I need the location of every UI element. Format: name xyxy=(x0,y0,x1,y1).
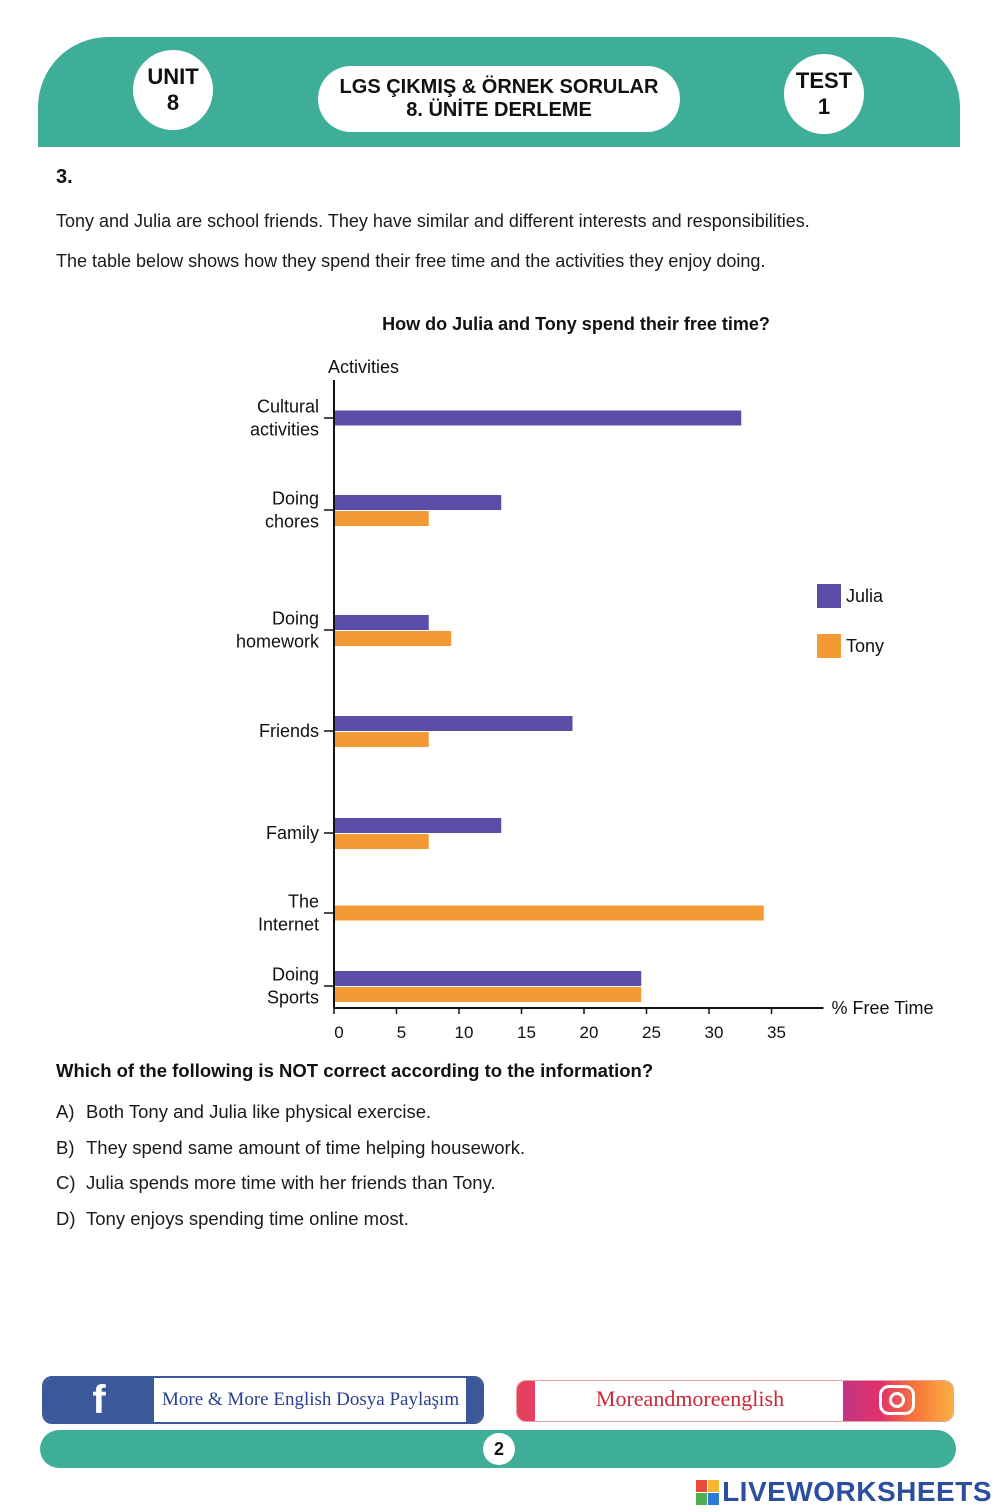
bar-chart xyxy=(0,300,1000,1045)
bar-julia xyxy=(335,411,741,426)
legend-swatch-julia xyxy=(817,584,841,608)
option-a[interactable] xyxy=(56,1101,431,1123)
test-badge xyxy=(784,54,864,134)
instagram-banner[interactable] xyxy=(516,1380,954,1422)
option-letter: D) xyxy=(56,1208,76,1229)
x-tick-label: 0 xyxy=(334,1023,344,1042)
y-axis-label: Activities xyxy=(328,357,400,377)
category-label: Doing xyxy=(271,964,319,985)
bar-julia xyxy=(335,971,641,986)
x-tick-label: 5 xyxy=(396,1023,407,1042)
x-tick-label: 20 xyxy=(579,1023,599,1042)
option-text: Tony enjoys spending time online most. xyxy=(86,1208,409,1229)
unit-label: UNIT xyxy=(147,64,199,89)
test-label: TEST xyxy=(795,68,853,93)
category-label: activities xyxy=(249,419,319,440)
bar-tony xyxy=(335,511,429,526)
liveworksheets-text: LIVEWORKSHEETS xyxy=(722,1476,992,1507)
option-b[interactable] xyxy=(56,1137,525,1159)
x-tick-label: 35 xyxy=(767,1023,786,1042)
option-text: Both Tony and Julia like physical exercise. xyxy=(86,1101,432,1122)
unit-number: 8 xyxy=(166,90,180,115)
bar-julia xyxy=(335,495,501,510)
facebook-banner[interactable] xyxy=(42,1376,484,1424)
title-line1: LGS ÇIKMIŞ & ÖRNEK SORULAR xyxy=(339,76,659,98)
intro-text-2: The table below shows how they spend their free time and the activities they enjoy doing. xyxy=(56,251,766,271)
option-text: Julia spends more time with her friends than Tony. xyxy=(86,1172,496,1193)
option-c[interactable] xyxy=(56,1172,496,1194)
facebook-icon: f xyxy=(44,1378,154,1422)
title-line2: 8. ÜNİTE DERLEME xyxy=(406,99,592,121)
question-prompt: Which of the following is NOT correct according to the information? xyxy=(56,1060,654,1081)
category-label: Friends xyxy=(258,721,319,741)
category-label: The xyxy=(287,891,319,912)
category-label: Doing xyxy=(271,488,319,509)
bar-tony xyxy=(335,906,764,921)
bar-julia xyxy=(335,615,429,630)
bar-tony xyxy=(335,834,429,849)
category-label: Family xyxy=(266,823,319,843)
category-label: Doing xyxy=(271,608,319,629)
option-d[interactable] xyxy=(56,1208,409,1230)
page-number: 2 xyxy=(483,1433,515,1465)
option-letter: C) xyxy=(56,1172,76,1193)
unit-badge xyxy=(133,50,213,130)
bar-julia xyxy=(335,818,501,833)
bar-tony xyxy=(335,631,451,646)
camera-lens-icon xyxy=(889,1392,905,1408)
facebook-banner-edge xyxy=(466,1378,482,1422)
option-letter: B) xyxy=(56,1137,75,1158)
question-number: 3. xyxy=(56,166,73,188)
legend-swatch-tony xyxy=(817,634,841,658)
liveworksheets-watermark xyxy=(696,1476,992,1508)
legend-label-tony: Tony xyxy=(846,636,885,656)
x-tick-label: 15 xyxy=(517,1023,536,1042)
category-label: Internet xyxy=(257,914,319,935)
facebook-text: More & More English Dosya Paylaşım xyxy=(162,1389,460,1410)
option-letter: A) xyxy=(56,1101,75,1122)
category-label: Sports xyxy=(266,987,319,1008)
option-text: They spend same amount of time helping housework. xyxy=(86,1137,526,1158)
test-number: 1 xyxy=(817,94,831,119)
title-pill xyxy=(318,66,680,132)
bar-tony xyxy=(335,987,641,1002)
liveworksheets-logo-icon xyxy=(696,1480,718,1504)
legend-label-julia: Julia xyxy=(846,586,884,606)
intro-text-1: Tony and Julia are school friends. They have similar and different interests and responsibilities. xyxy=(56,211,810,231)
x-tick-label: 25 xyxy=(642,1023,661,1042)
bar-julia xyxy=(335,716,573,731)
category-label: Cultural xyxy=(256,396,319,417)
x-axis-label: % Free Time xyxy=(831,998,934,1018)
category-label: chores xyxy=(264,511,319,532)
category-label: homework xyxy=(235,631,319,652)
x-tick-label: 10 xyxy=(454,1023,474,1042)
instagram-icon xyxy=(843,1381,953,1421)
x-tick-label: 30 xyxy=(704,1023,724,1042)
instagram-text: Moreandmoreenglish xyxy=(595,1386,785,1411)
chart-title: How do Julia and Tony spend their free time? xyxy=(382,314,770,334)
bar-tony xyxy=(335,732,429,747)
